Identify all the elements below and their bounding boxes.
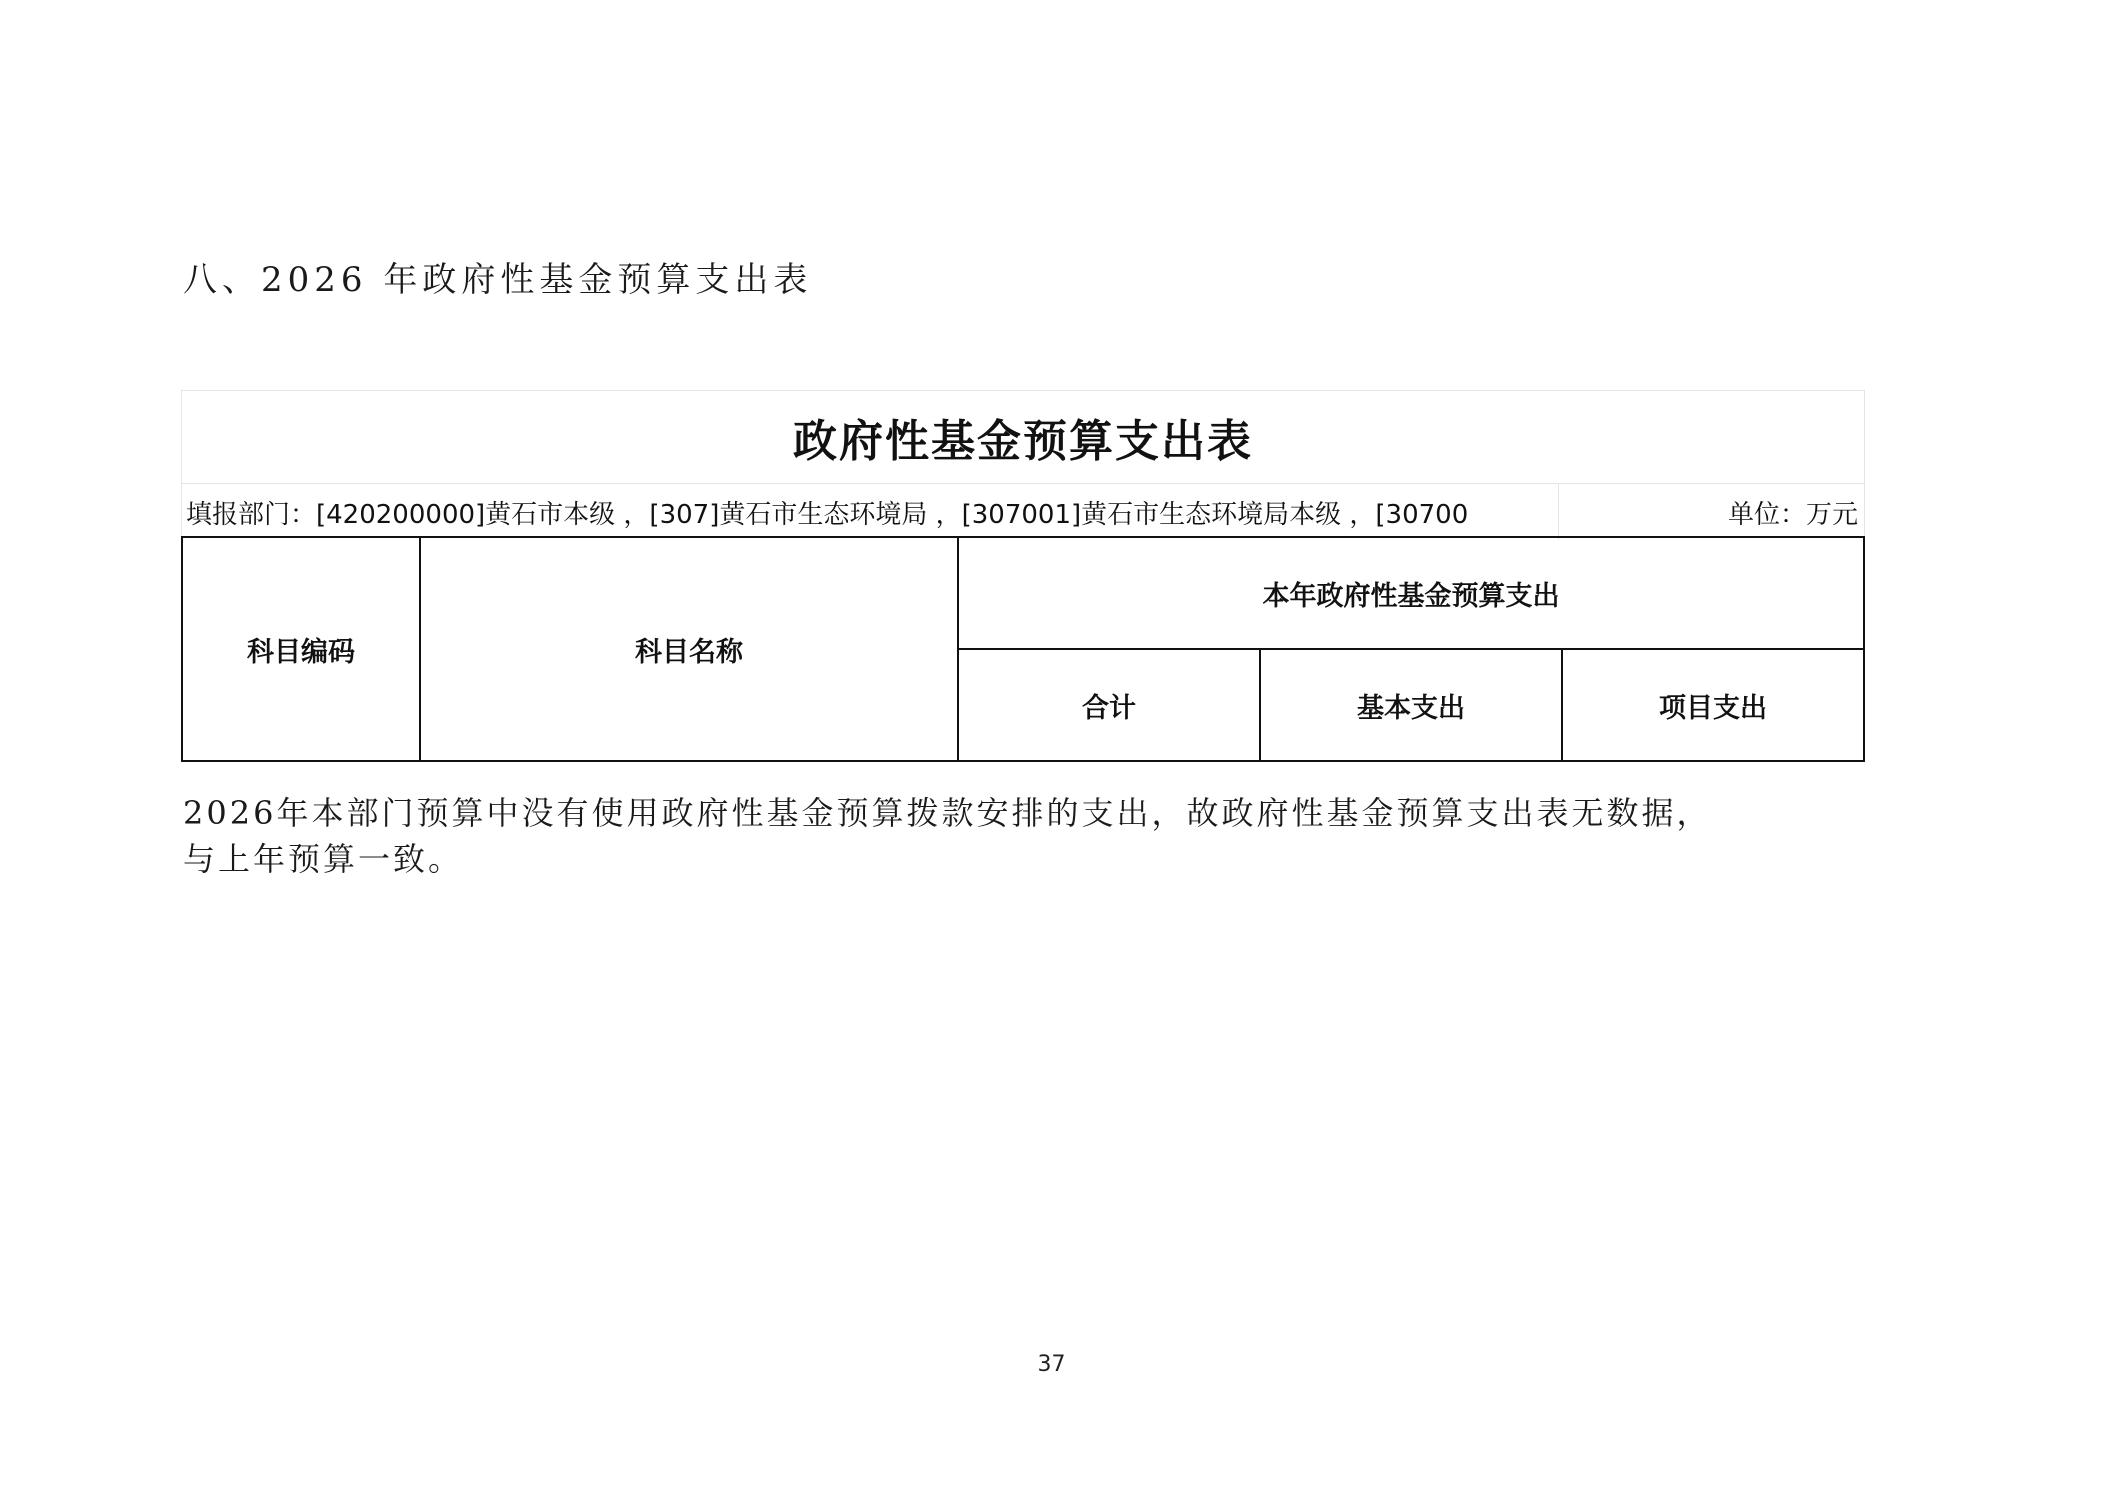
- header-subject-name: 科目名称: [420, 537, 958, 761]
- budget-table: [181, 536, 1865, 762]
- table-header-block: [181, 390, 1865, 540]
- explanation-line-1: 2026年本部门预算中没有使用政府性基金预算拨款安排的支出，故政府性基金预算支出表无数据，: [183, 794, 1712, 832]
- header-current-year-expenditure: 本年政府性基金预算支出: [958, 537, 1864, 649]
- explanation-note: [183, 790, 1883, 882]
- header-subject-code: 科目编码: [182, 537, 420, 761]
- table-title: 政府性基金预算支出表: [182, 391, 1864, 484]
- explanation-line-2: 与上年预算一致。: [183, 840, 464, 878]
- header-row-1: [182, 537, 1864, 649]
- table-meta-row: [182, 484, 1864, 540]
- header-project-expenditure: 项目支出: [1562, 649, 1864, 761]
- header-total: 合计: [958, 649, 1260, 761]
- reporting-department: 填报部门：[420200000]黄石市本级 ，[307]黄石市生态环境局 ，[307001]黄石市生态环境局本级 ，[30700: [182, 484, 1559, 540]
- unit-label: 单位：万元: [1727, 499, 1858, 530]
- page-number: 37: [1037, 1352, 1066, 1377]
- section-heading: 八、2026 年政府性基金预算支出表: [183, 260, 813, 300]
- header-basic-expenditure: 基本支出: [1260, 649, 1562, 761]
